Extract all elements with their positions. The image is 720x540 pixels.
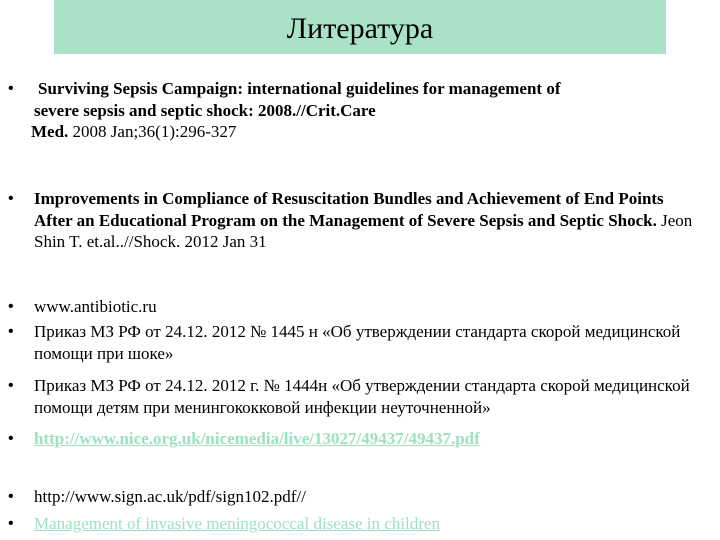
bullet-icon: • <box>8 190 14 207</box>
bullet-icon: • <box>8 298 14 315</box>
link-nice[interactable]: http://www.nice.org.uk/nicemedia/live/13027/49437/49437.pdf <box>34 429 480 448</box>
reference-item <box>8 486 698 508</box>
reference-text: Surviving Sepsis Campaign: international guidelines for management of <box>38 79 561 98</box>
bullet-icon: • <box>8 323 14 340</box>
reference-text: 2008 Jan;36(1):296-327 <box>68 122 237 141</box>
reference-text: Приказ МЗ РФ от 24.12. 2012 № 1445 н «Об утверждении стандарта скорой медицинской помощи при шоке» <box>34 322 681 363</box>
title-bar <box>54 0 666 54</box>
reference-item <box>8 375 698 418</box>
reference-text: Med. <box>31 122 69 141</box>
reference-item <box>8 78 698 143</box>
slide-title: Литература <box>286 12 434 45</box>
reference-item <box>8 296 698 318</box>
link-sign[interactable]: http://www.sign.ac.uk/pdf/sign102.pdf// <box>34 487 306 506</box>
bullet-icon: • <box>8 430 14 447</box>
bullet-icon: • <box>8 515 14 532</box>
bullet-icon: • <box>8 377 14 394</box>
reference-text: Jeon Shin T. et.al..//Shock. 2012 Jan 31 <box>34 210 693 251</box>
reference-text: severe sepsis and septic shock: 2008.//Crit.Care <box>34 100 376 120</box>
bullet-icon: • <box>8 488 14 505</box>
link-meningococcal[interactable]: Management of invasive meningococcal disease in children <box>34 514 440 533</box>
reference-item <box>8 513 698 535</box>
reference-text: Improvements in Compliance of Resuscitation Bundles and Achievement of End Points After an Educational Program on the Management of Severe Sepsis and Septic Shock. <box>34 189 664 230</box>
reference-text: Приказ МЗ РФ от 24.12. 2012 г. № 1444н «Об утверждении стандарта скорой медицинской помощи детям при менингококковой инфекции неуточненной» <box>34 376 690 417</box>
reference-item <box>8 428 698 450</box>
link-antibiotic[interactable]: www.antibiotic.ru <box>34 297 157 316</box>
reference-item <box>8 188 698 253</box>
bullet-icon: • <box>8 80 14 97</box>
reference-item <box>8 321 698 364</box>
